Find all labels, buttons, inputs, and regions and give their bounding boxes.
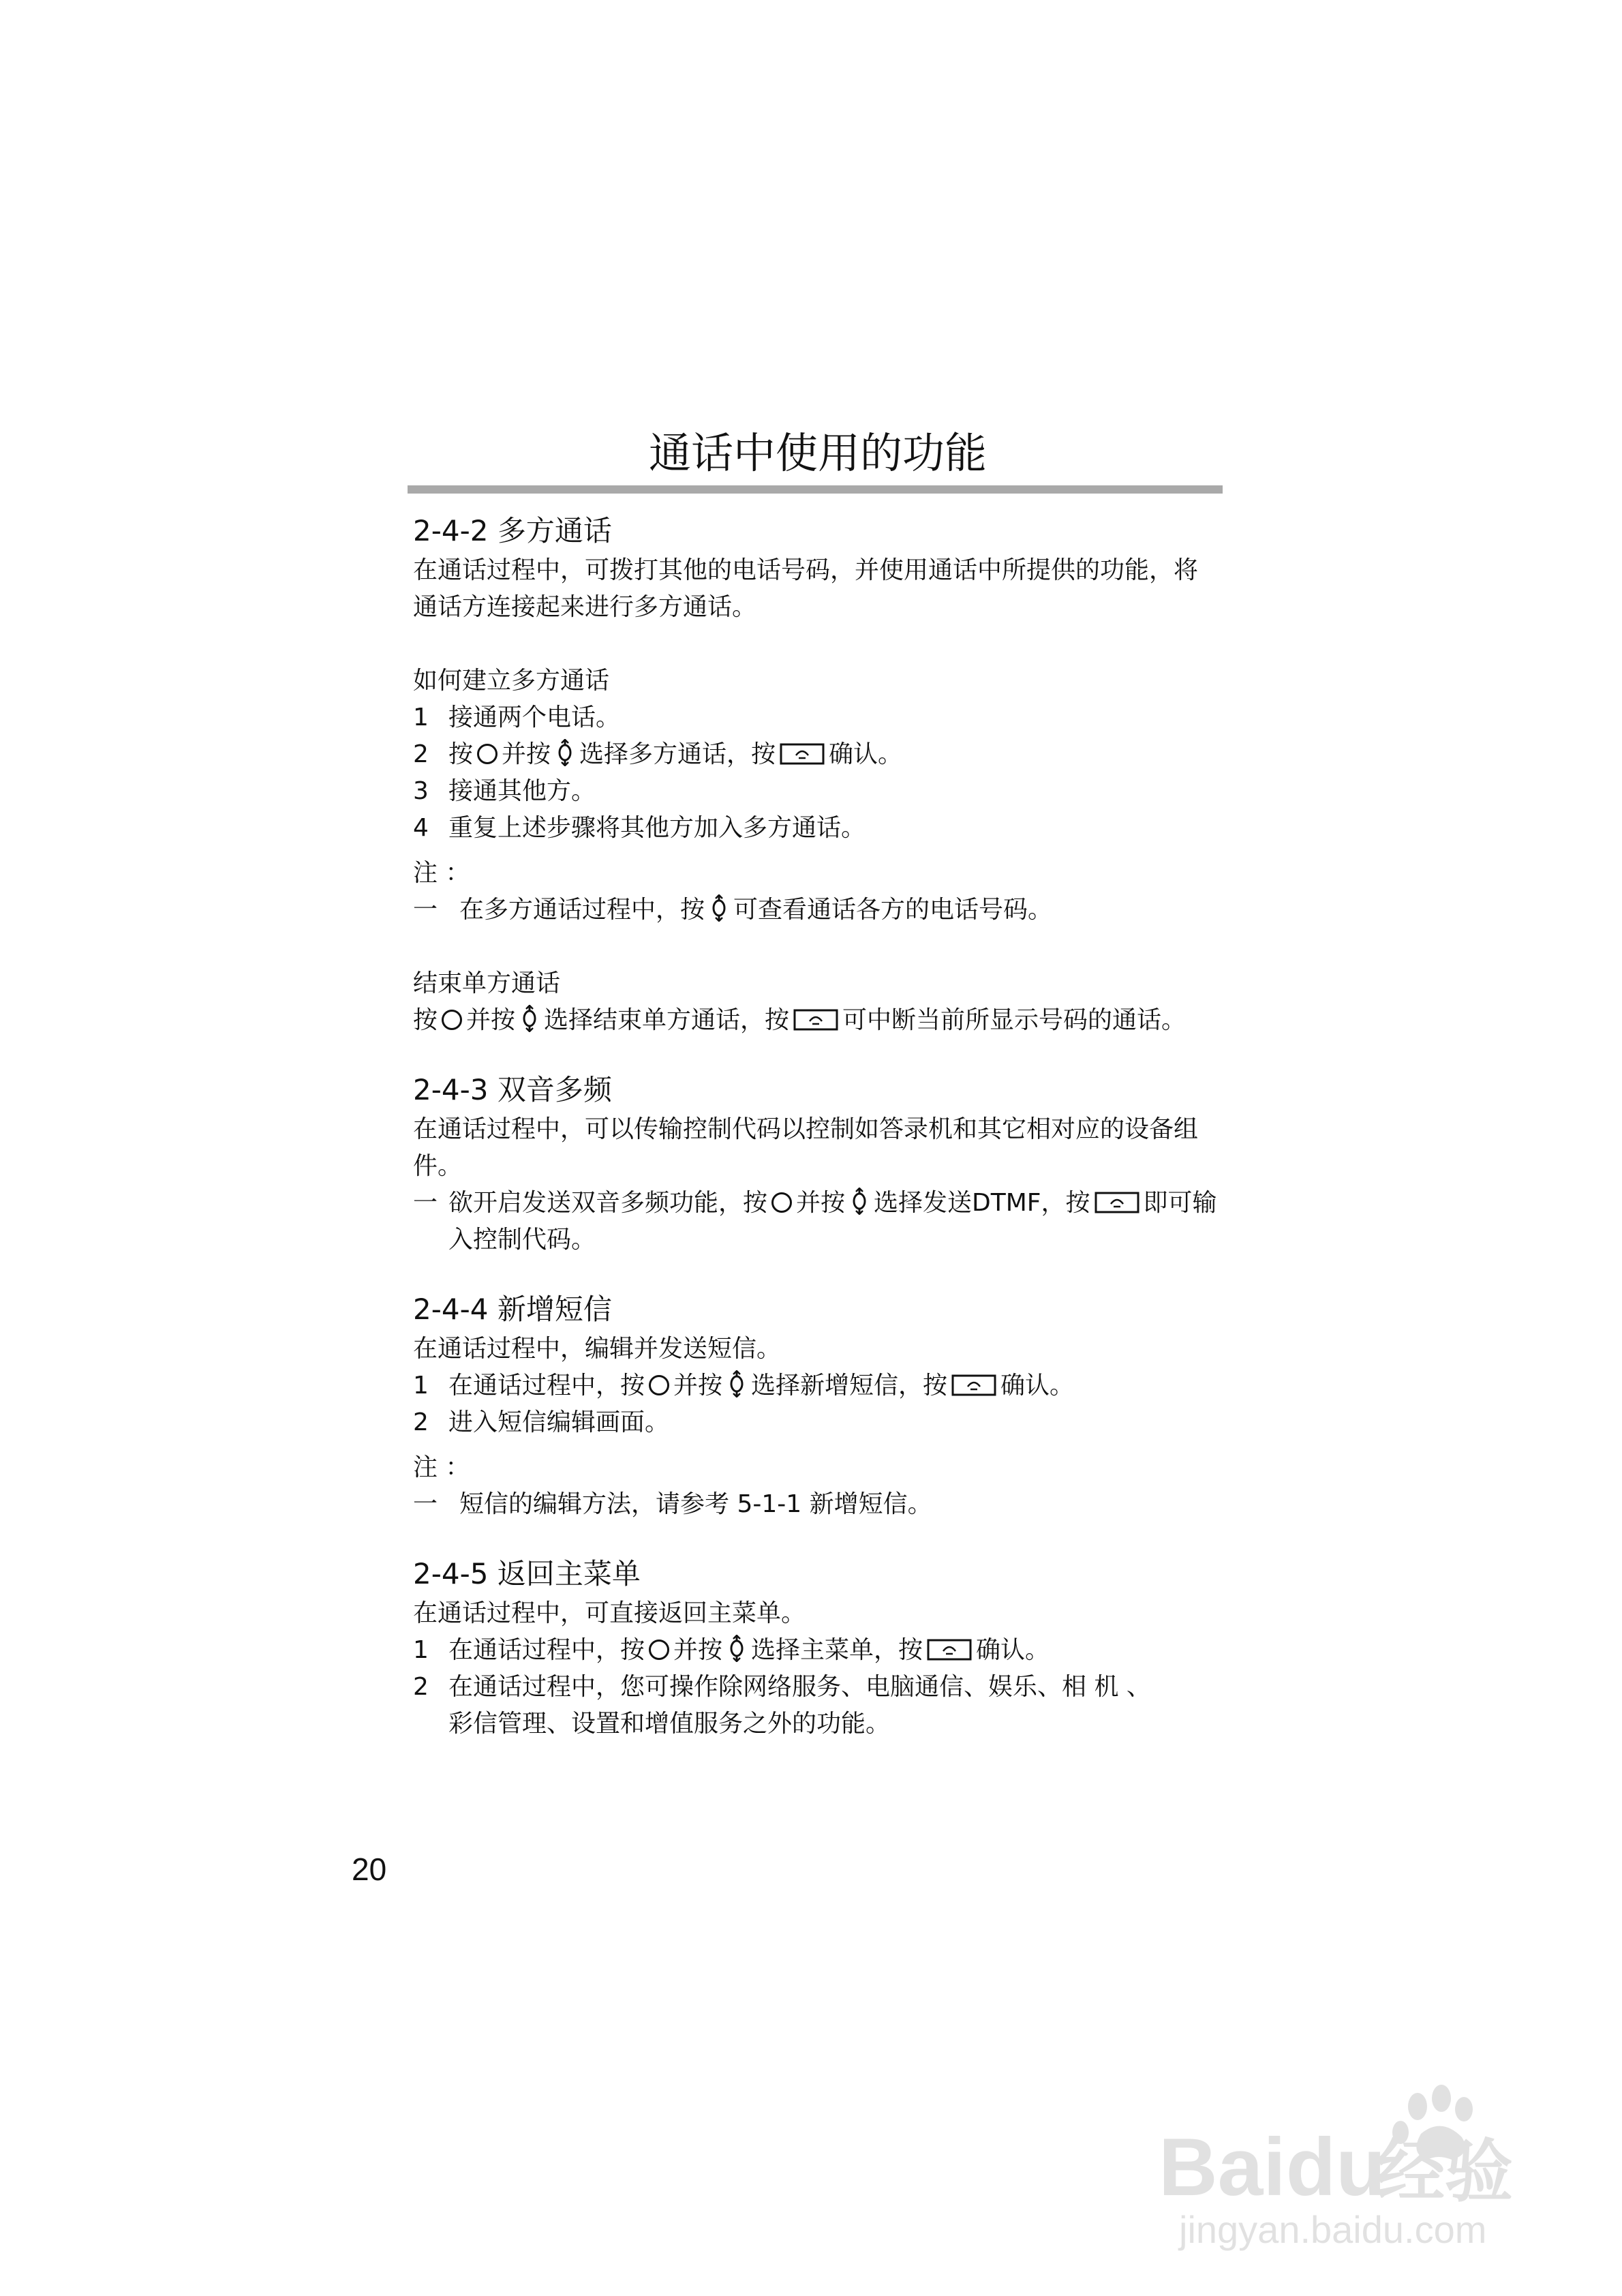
list-item: 4 重复上述步骤将其他方加入多方通话。 <box>413 814 866 842</box>
subheading-how-to: 如何建立多方通话 <box>413 667 610 695</box>
section-sms <box>413 1288 1231 1523</box>
circle-icon <box>477 744 498 764</box>
note-item: 一 在多方通话过程中，按 可查看通话各方的电话号码。 <box>413 896 1053 924</box>
circle-icon <box>649 1640 669 1660</box>
section-dtmf <box>413 1069 1231 1258</box>
circle-icon <box>649 1375 669 1395</box>
baidu-watermark-logo <box>1152 2079 1533 2256</box>
nav-key-icon <box>556 739 574 766</box>
list-item: 1 在通话过程中，按 并按 选择主菜单，按 确认。 <box>413 1636 1050 1664</box>
intro-line-2: 通话方连接起来进行多方通话。 <box>413 593 757 621</box>
title-divider <box>408 485 1223 494</box>
circle-icon <box>771 1192 792 1213</box>
list-item: 1 在通话过程中，按 并按 选择新增短信，按 确认。 <box>413 1372 1075 1400</box>
section-multiparty <box>413 510 1231 1039</box>
note-label: 注 ： <box>413 1453 470 1481</box>
subheading-end-single: 结束单方通话 <box>413 969 561 997</box>
section-heading-main-menu: 2-4-5 返回主菜单 <box>413 1557 641 1590</box>
menu-key-icon <box>793 1009 838 1031</box>
list-item: 3 接通其他方。 <box>413 777 596 805</box>
list-item: 1 接通两个电话。 <box>413 704 621 731</box>
nav-key-icon <box>851 1188 868 1215</box>
page-content <box>413 510 1231 1742</box>
menu-key-icon <box>780 743 825 765</box>
nav-key-icon <box>728 1370 746 1398</box>
sms-intro: 在通话过程中，编辑并发送短信。 <box>413 1335 782 1363</box>
list-item: 2 进入短信编辑画面。 <box>413 1408 670 1436</box>
note-label: 注 ： <box>413 859 470 887</box>
nav-key-icon <box>710 894 728 922</box>
intro-line-1: 在通话过程中，可拨打其他的电话号码，并使用通话中所提供的功能，将 <box>413 556 1199 584</box>
page-number: 20 <box>352 1852 387 1887</box>
main-menu-intro: 在通话过程中，可直接返回主菜单。 <box>413 1599 806 1627</box>
dtmf-intro: 在通话过程中，可以传输控制代码以控制如答录机和其它相对应的设备组件。 <box>413 1115 1199 1180</box>
nav-key-icon <box>521 1005 538 1032</box>
section-heading-multiparty: 2-4-2 多方通话 <box>413 514 612 547</box>
nav-key-icon <box>728 1635 746 1662</box>
page-title: 通话中使用的功能 <box>648 428 987 478</box>
section-main-menu <box>413 1553 1231 1742</box>
circle-icon <box>442 1010 462 1030</box>
svg-text:Baidu: Baidu <box>1159 2121 1386 2213</box>
menu-key-icon <box>951 1374 996 1396</box>
dtmf-item: 一 欲开启发送双音多频功能，按 并按 选择发送DTMF，按 即可输 入控制代码。 <box>413 1189 1217 1254</box>
list-item: 2 在通话过程中，您可操作除网络服务、电脑通信、娱乐、相 机 、 彩信管理、设置和增值服务之外的功能。 <box>413 1673 1151 1738</box>
list-item: 2 按 并按 选择多方通话，按 确认。 <box>413 740 903 768</box>
menu-key-icon <box>1095 1192 1139 1213</box>
svg-text:经验: 经验 <box>1377 2132 1513 2211</box>
note-item: 一 短信的编辑方法，请参考 5-1-1 新增短信。 <box>413 1490 932 1518</box>
menu-key-icon <box>927 1639 972 1661</box>
section-heading-sms: 2-4-4 新增短信 <box>413 1293 612 1326</box>
svg-text:jingyan.baidu.com: jingyan.baidu.com <box>1179 2208 1487 2251</box>
section-heading-dtmf: 2-4-3 双音多频 <box>413 1073 612 1106</box>
end-single-instruction: 按 并按 选择结束单方通话，按 可中断当前所显示号码的通话。 <box>413 1006 1187 1034</box>
